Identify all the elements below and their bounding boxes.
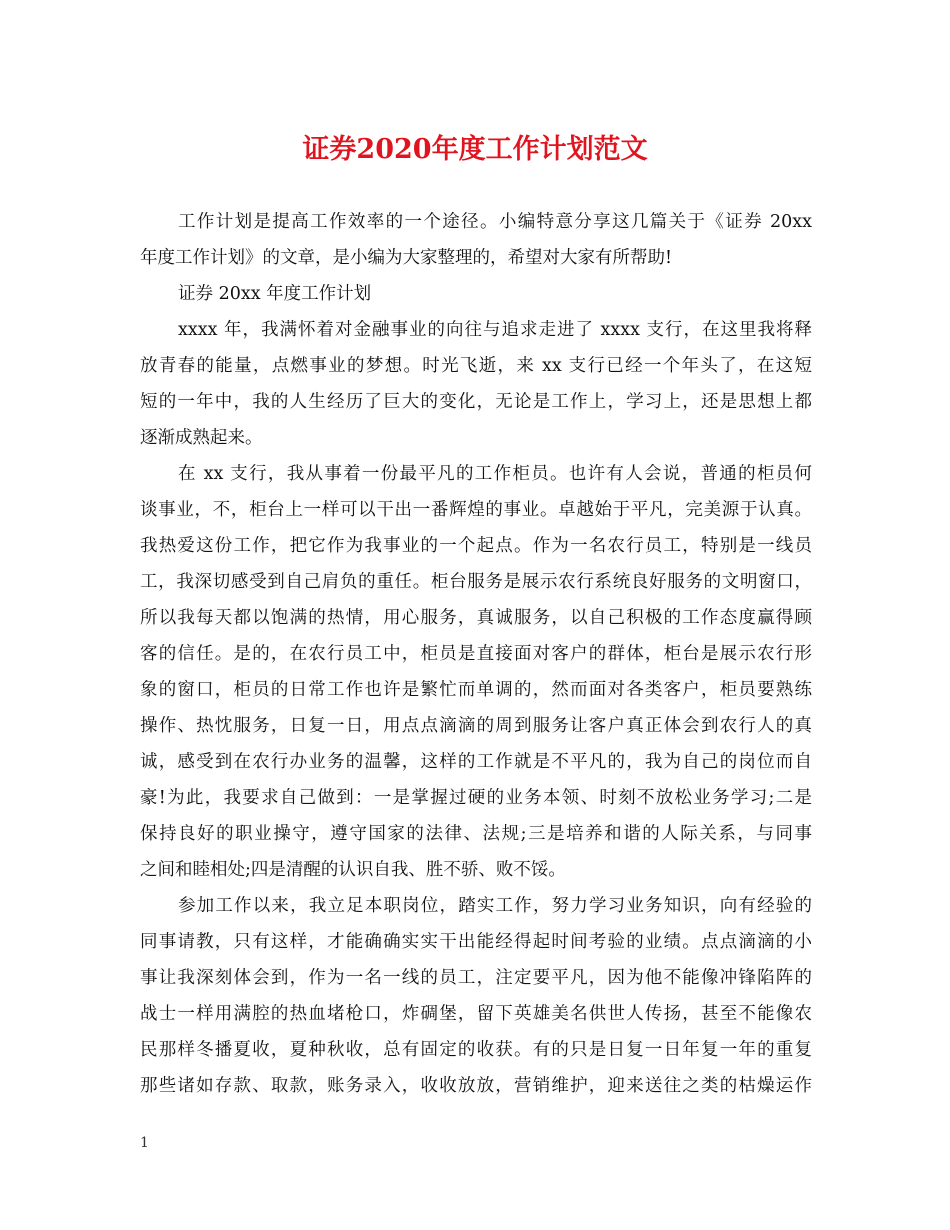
paragraph <box>140 312 812 456</box>
text-line: 保持良好的职业操守，遵守国家的法律、法规;三是培养和谐的人际关系，与同事 <box>140 824 812 844</box>
text-line: 所以我每天都以饱满的热情，用心服务，真诚服务，以自己积极的工作态度赢得顾 <box>140 608 812 628</box>
text-line: 参加工作以来，我立足本职岗位，踏实工作，努力学习业务知识，向有经验的 <box>178 896 812 916</box>
document-body <box>140 204 812 1104</box>
text-line: 民那样冬播夏收，夏种秋收，总有固定的收获。有的只是日复一日年复一年的重复 <box>140 1040 812 1060</box>
section-heading: 证券 20xx 年度工作计划 <box>178 284 372 304</box>
text-line: 之间和睦相处;四是清醒的认识自我、胜不骄、败不馁。 <box>140 860 566 880</box>
text-line: 同事请教，只有这样，才能确确实实干出能经得起时间考验的业绩。点点滴滴的小 <box>140 932 812 952</box>
text-line: 放青春的能量，点燃事业的梦想。时光飞逝，来 xx 支行已经一个年头了，在这短 <box>140 356 812 376</box>
text-line: 诚，感受到在农行办业务的温馨，这样的工作就是不平凡的，我为自己的岗位而自 <box>140 752 812 772</box>
document-title: 证券2020年度工作计划范文 <box>302 134 648 165</box>
paragraph <box>140 456 812 888</box>
text-line: 谈事业，不，柜台上一样可以干出一番辉煌的事业。卓越始于平凡，完美源于认真。 <box>140 500 812 520</box>
text-line: 操作、热忱服务，日复一日，用点点滴滴的周到服务让客户真正体会到农行人的真 <box>140 716 812 736</box>
text-line: 工作计划是提高工作效率的一个途径。小编特意分享这几篇关于《证券 20xx <box>178 212 812 232</box>
text-line: 短的一年中，我的人生经历了巨大的变化，无论是工作上，学习上，还是思想上都 <box>140 392 812 412</box>
paragraph-intro <box>140 204 812 276</box>
text-line: 象的窗口，柜员的日常工作也许是繁忙而单调的，然而面对各类客户，柜员要熟练 <box>140 680 812 700</box>
text-line: xxxx 年，我满怀着对金融事业的向往与追求走进了 xxxx 支行，在这里我将释 <box>178 320 812 340</box>
text-line: 工，我深切感受到自己肩负的重任。柜台服务是展示农行系统良好服务的文明窗口， <box>140 572 812 592</box>
text-line: 在 xx 支行，我从事着一份最平凡的工作柜员。也许有人会说，普通的柜员何 <box>178 464 812 484</box>
paragraph <box>140 888 812 1104</box>
text-line: 逐渐成熟起来。 <box>140 428 263 448</box>
text-line: 那些诸如存款、取款，账务录入，收收放放，营销维护，迎来送往之类的枯燥运作 <box>140 1076 812 1096</box>
page-number: 1 <box>140 1135 149 1151</box>
text-line: 客的信任。是的，在农行员工中，柜员是直接面对客户的群体，柜台是展示农行形 <box>140 644 812 664</box>
paragraph-subheading <box>140 276 812 312</box>
text-line: 年度工作计划》的文章，是小编为大家整理的，希望对大家有所帮助! <box>140 248 673 268</box>
text-line: 战士一样用满腔的热血堵枪口，炸碉堡，留下英雄美名供世人传扬，甚至不能像农 <box>140 1004 812 1024</box>
text-line: 豪!为此，我要求自己做到：一是掌握过硬的业务本领、时刻不放松业务学习;二是 <box>140 788 812 808</box>
text-line: 我热爱这份工作，把它作为我事业的一个起点。作为一名农行员工，特别是一线员 <box>140 536 812 556</box>
text-line: 事让我深刻体会到，作为一名一线的员工，注定要平凡，因为他不能像冲锋陷阵的 <box>140 968 812 988</box>
